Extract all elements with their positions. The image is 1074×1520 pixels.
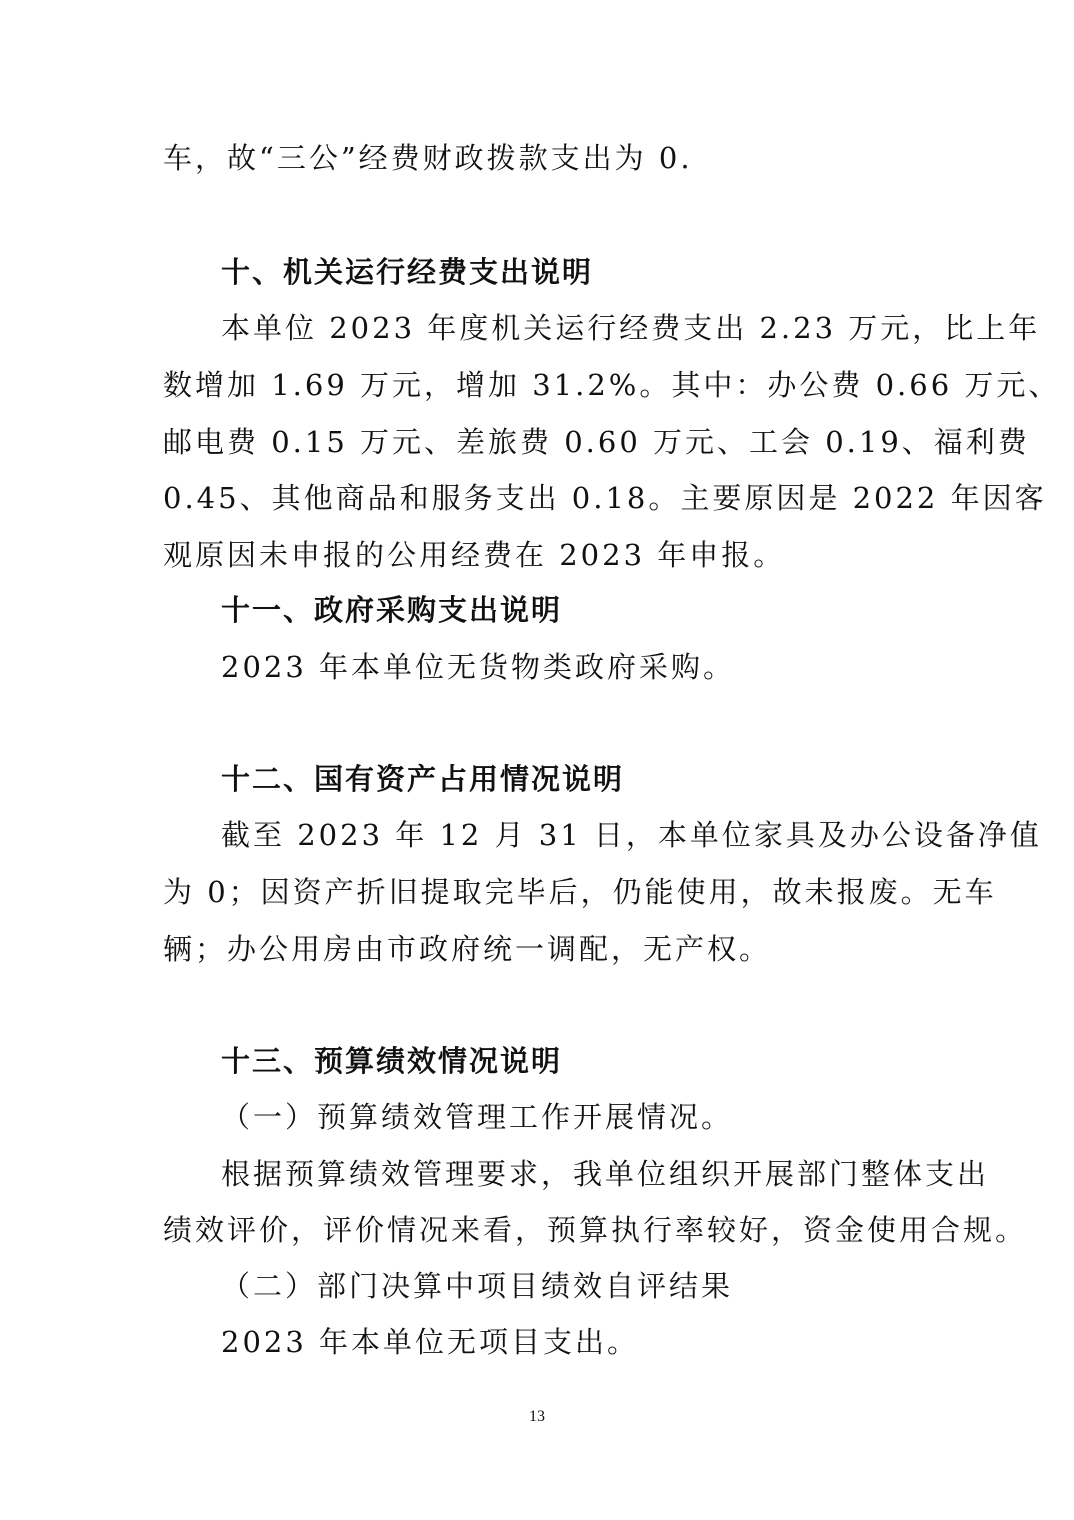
section-heading: 十二、国有资产占用情况说明 [221, 762, 625, 796]
section-heading: 十一、政府采购支出说明 [221, 593, 563, 627]
paragraph-line: 绩效评价，评价情况来看，预算执行率较好，资金使用合规。 [163, 1213, 1028, 1247]
paragraph-line: 本单位 2023 年度机关运行经费支出 2.23 万元，比上年 [221, 311, 1041, 345]
page-number: 13 [529, 1408, 545, 1425]
section-heading: 十、机关运行经费支出说明 [221, 255, 594, 289]
paragraph-line: 数增加 1.69 万元，增加 31.2%。其中：办公费 0.66 万元、 [163, 368, 1061, 402]
paragraph-line: 车，故“三公”经费财政拨款支出为 0. [163, 141, 693, 175]
paragraph-line: 辆；办公用房由市政府统一调配，无产权。 [163, 932, 772, 966]
paragraph-line: 观原因未申报的公用经费在 2023 年申报。 [163, 538, 786, 572]
subsection-heading: （一）预算绩效管理工作开展情况。 [221, 1100, 734, 1134]
paragraph-line: 根据预算绩效管理要求，我单位组织开展部门整体支出 [221, 1157, 990, 1191]
paragraph-line: 2023 年本单位无货物类政府采购。 [221, 650, 736, 684]
paragraph-line: 为 0；因资产折旧提取完毕后，仍能使用，故未报废。无车 [163, 875, 997, 909]
subsection-heading: （二）部门决算中项目绩效自评结果 [221, 1269, 734, 1303]
paragraph-line: 邮电费 0.15 万元、差旅费 0.60 万元、工会 0.19、福利费 [163, 425, 1030, 459]
section-heading: 十三、预算绩效情况说明 [221, 1044, 563, 1078]
paragraph-line: 截至 2023 年 12 月 31 日，本单位家具及办公设备净值 [221, 818, 1042, 852]
paragraph-line: 0.45、其他商品和服务支出 0.18。主要原因是 2022 年因客 [163, 481, 1047, 515]
paragraph-line: 2023 年本单位无项目支出。 [221, 1325, 640, 1359]
